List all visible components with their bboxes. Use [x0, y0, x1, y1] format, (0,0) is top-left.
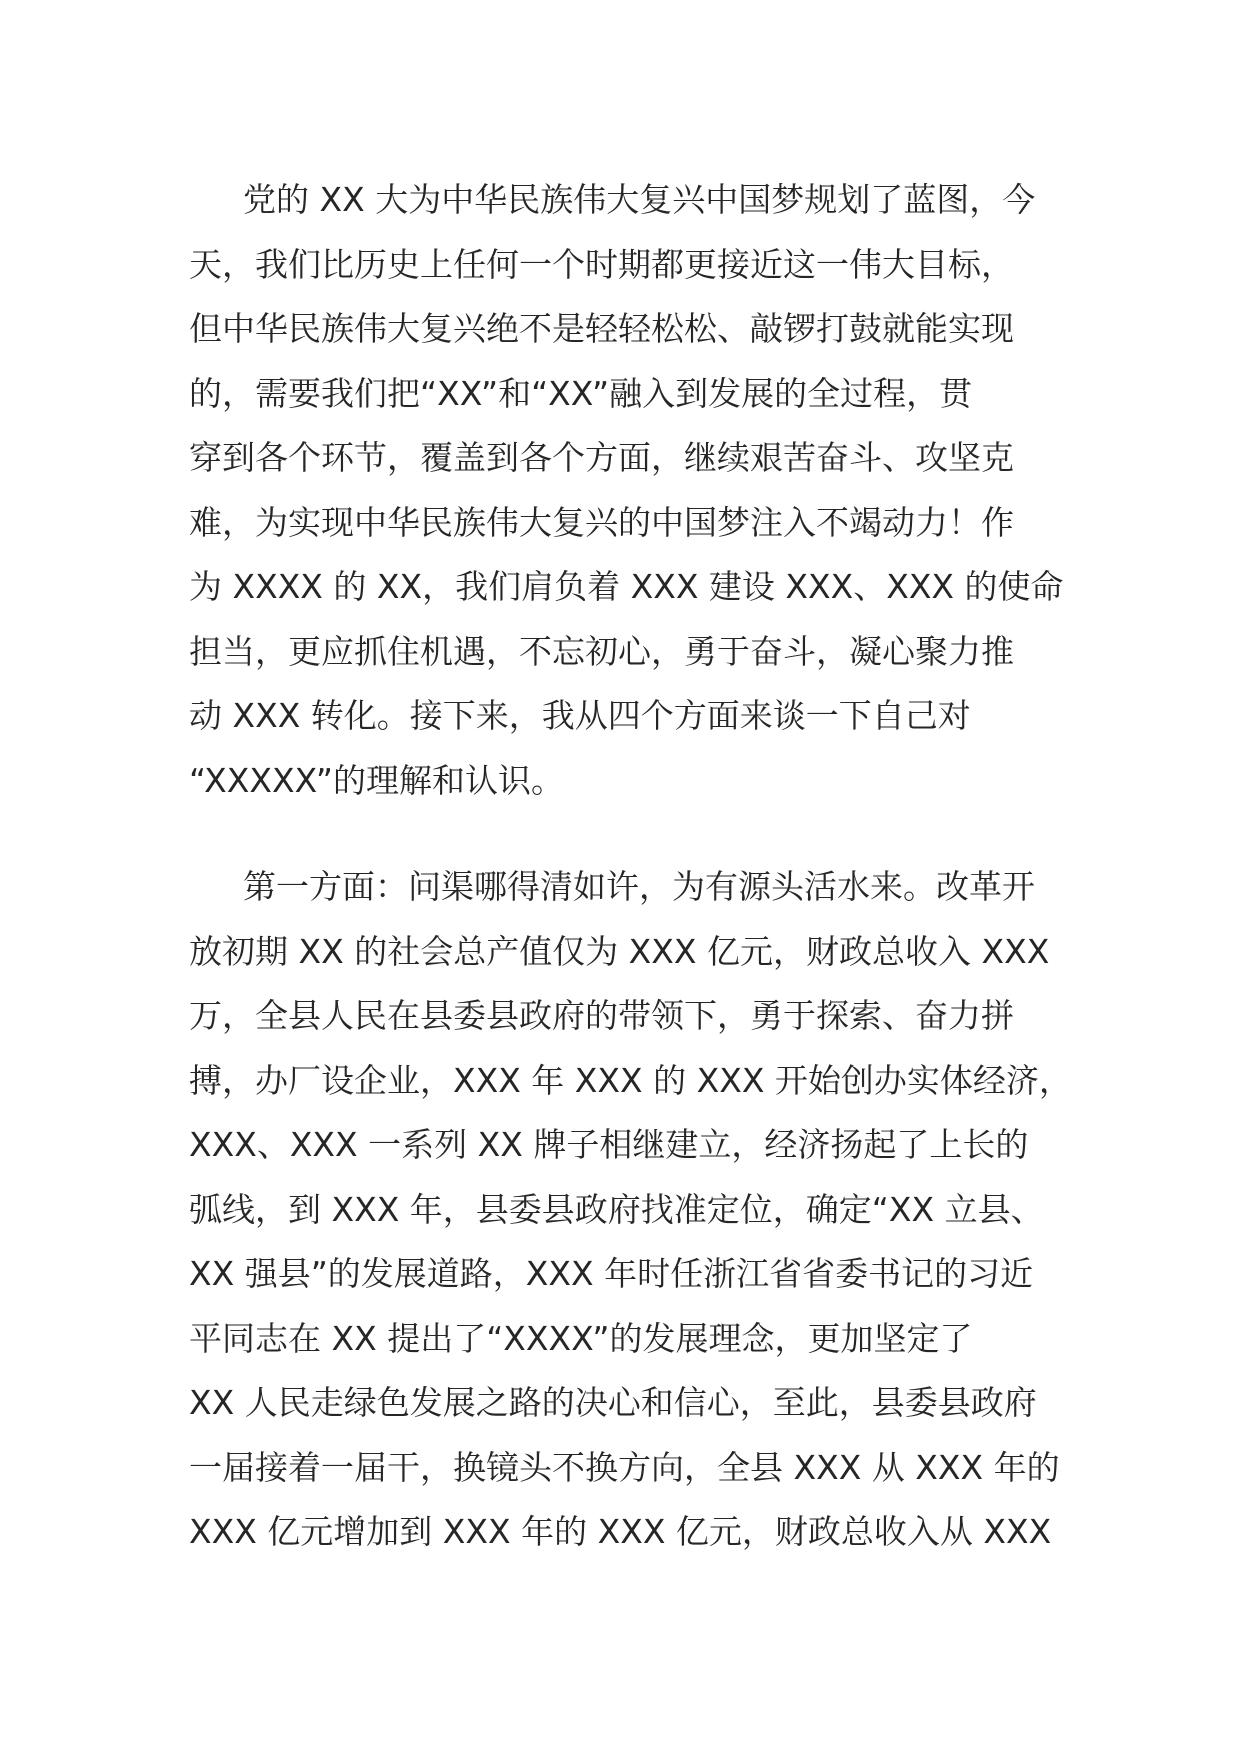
text-line: 搏，办厂设企业，XXX 年 XXX 的 XXX 开始创办实体经济，: [189, 1060, 1072, 1100]
text-line: XXX、XXX 一系列 XX 牌子相继建立，经济扬起了上长的: [189, 1125, 1029, 1164]
paragraph-first-aspect: [189, 855, 1072, 1565]
paragraph-spacer: [189, 813, 1069, 855]
text-line: 平同志在 XX 提出了“XXXX”的发展理念，更加坚定了: [189, 1318, 973, 1358]
document-body: [189, 168, 1072, 1565]
text-line: “XXXXX”的理解和认识。: [189, 760, 564, 800]
text-line: XX 人民走绿色发展之路的决心和信心，至此，县委县政府: [189, 1383, 1037, 1422]
text-line: 放初期 XX 的社会总产值仅为 XXX 亿元，财政总收入 XXX: [189, 931, 1050, 971]
text-line: XX 强县”的发展道路，XXX 年时任浙江省省委书记的习近: [189, 1254, 1034, 1293]
text-line: 难，为实现中华民族伟大复兴的中国梦注入不竭动力！作: [189, 502, 1014, 542]
text-line: 的，需要我们把“XX”和“XX”融入到发展的全过程，贯: [189, 373, 973, 413]
text-line: 穿到各个环节，覆盖到各个方面，继续艰苦奋斗、攻坚克: [189, 438, 1014, 477]
text-line: 万，全县人民在县委县政府的带领下，勇于探索、奋力拼: [189, 996, 1014, 1035]
text-line: 为 XXXX 的 XX，我们肩负着 XXX 建设 XXX、XXX 的使命: [189, 567, 1064, 606]
text-line: 天，我们比历史上任何一个时期都更接近这一伟大目标，: [189, 244, 1014, 284]
text-line: 但中华民族伟大复兴绝不是轻轻松松、敲锣打鼓就能实现: [189, 309, 1014, 348]
text-line: 弧线，到 XXX 年，县委县政府找准定位，确定“XX 立县、: [189, 1189, 1044, 1229]
text-line: 一届接着一届干，换镜头不换方向，全县 XXX 从 XXX 年的: [189, 1447, 1060, 1487]
text-line: XXX 亿元增加到 XXX 年的 XXX 亿元，财政总收入从 XXX: [189, 1512, 1052, 1551]
text-line: 动 XXX 转化。接下来，我从四个方面来谈一下自己对: [189, 696, 971, 735]
text-line: 担当，更应抓住机遇，不忘初心，勇于奋斗，凝心聚力推: [189, 631, 1014, 671]
text-line: 第一方面：问渠哪得清如许，为有源头活水来。改革开: [243, 867, 1035, 906]
paragraph-intro: [189, 168, 1069, 813]
text-line: 党的 XX 大为中华民族伟大复兴中国梦规划了蓝图，今: [243, 180, 1036, 219]
